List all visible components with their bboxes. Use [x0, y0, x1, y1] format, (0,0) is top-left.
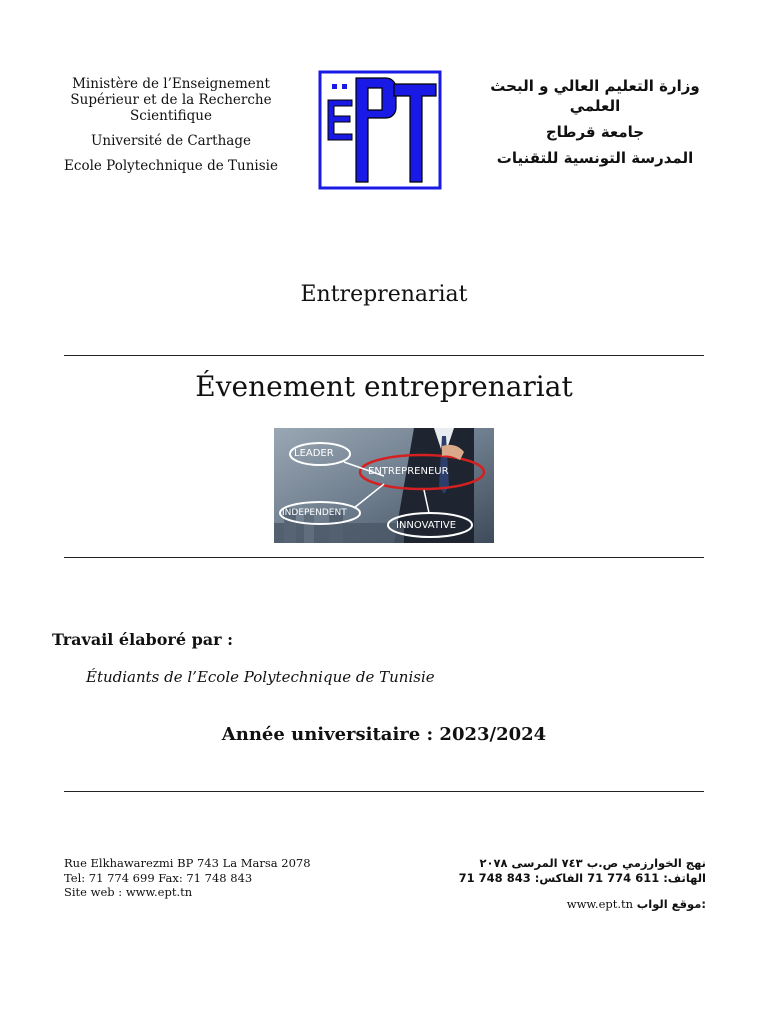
website-value[interactable]: www.ept.tn [566, 897, 634, 911]
prepared-by-label: Travail élaboré par : [52, 630, 234, 649]
entrepreneur-illustration [274, 428, 494, 543]
university-name-fr: Université de Carthage [91, 133, 251, 149]
independent-label: INDEPENDENT [282, 508, 347, 518]
school-name-fr: Ecole Polytechnique de Tunisie [64, 158, 278, 174]
ept-logo [318, 70, 442, 190]
website-fr: Site web : www.ept.tn [64, 885, 193, 899]
website-ar [420, 897, 706, 912]
entrepreneur-label: ENTREPRENEUR [368, 466, 449, 477]
footer-arabic-contact [420, 856, 706, 912]
leader-label: LEADER [294, 448, 334, 459]
authors: Étudiants de l’Ecole Polytechnique de Tunisie [86, 668, 435, 686]
address-ar: نهج الخوارزمي ص.ب ٧٤٣ المرسى ٢٠٧٨ [479, 856, 706, 870]
phone-fax-fr: Tel: 71 774 699 Fax: 71 748 843 [64, 870, 253, 885]
arabic-institution-header [470, 76, 720, 174]
university-name-ar: جامعة قرطاج [545, 123, 645, 141]
middle-divider [64, 557, 704, 558]
innovative-label: INNOVATIVE [396, 520, 457, 531]
course-name: Entreprenariat [300, 282, 468, 307]
footer-french-contact [64, 856, 311, 900]
ministry-name-fr: Ministère de l’Enseignement Supérieur et de la Recherche Scientifique [70, 76, 272, 124]
ministry-name-ar: وزارة التعليم العالي و البحث العلمي [490, 77, 700, 115]
website-label-ar: موقع الواب: [636, 897, 706, 911]
school-name-ar: المدرسة التونسية للتقنيات [496, 149, 694, 167]
top-divider [64, 355, 704, 356]
french-institution-header [40, 76, 302, 183]
document-title: Évenement entreprenariat [195, 370, 573, 403]
phone-fax-ar: الهاتف: 611 774 71 الفاكس: 843 748 71 [458, 870, 706, 885]
academic-year: Année universitaire : 2023/2024 [221, 724, 547, 745]
address-fr: Rue Elkhawarezmi BP 743 La Marsa 2078 [64, 856, 311, 870]
bottom-divider [64, 791, 704, 792]
